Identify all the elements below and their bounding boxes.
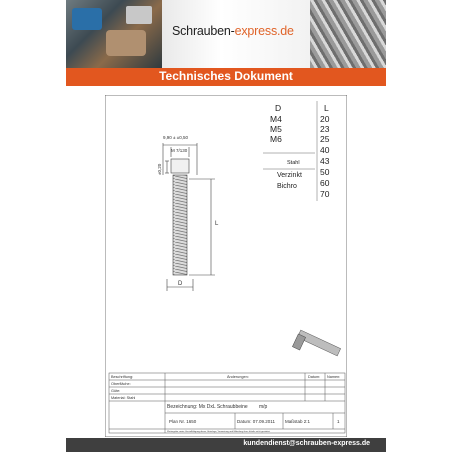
dim-length: L bbox=[215, 221, 219, 227]
l-header: L bbox=[324, 103, 329, 113]
l-value: 25 bbox=[320, 134, 330, 144]
brand-name: Schrauben- bbox=[172, 24, 235, 38]
d-header: D bbox=[275, 103, 282, 113]
title-bar bbox=[66, 68, 386, 86]
header-banner bbox=[66, 0, 386, 68]
designation-suffix: m/p bbox=[259, 404, 268, 410]
d-value: M4 bbox=[270, 114, 282, 124]
designation: Bezeichnung: Mx DxL Schraubbeine bbox=[167, 404, 248, 410]
footer-email[interactable]: kundendienst@schrauben-express.de bbox=[243, 440, 370, 447]
material-label: Stahl bbox=[287, 160, 300, 166]
brand-logo[interactable] bbox=[172, 24, 294, 38]
row-label: Güte: bbox=[111, 389, 121, 393]
l-value: 70 bbox=[320, 189, 330, 199]
l-value: 23 bbox=[320, 124, 330, 134]
row-label: Material: Stahl bbox=[111, 396, 136, 400]
dim-head-height: ±0,20 bbox=[157, 163, 162, 175]
row-label: Beschriftung: bbox=[111, 375, 134, 379]
finish-label: Verzinkt bbox=[277, 172, 302, 179]
plan-number: Plan Nr. 1650 bbox=[169, 419, 197, 424]
l-value: 60 bbox=[320, 178, 330, 188]
d-value: M5 bbox=[270, 124, 282, 134]
dim-thread: M 7/130 bbox=[171, 148, 188, 153]
legal-note: Weitergabe sowie Vervielfältigung dieser Unterlage, Verwertung und Mitteilung ihres Inhalts nicht gestattet. bbox=[167, 431, 271, 433]
document-title: Technisches Dokument bbox=[159, 69, 293, 83]
screws-photo bbox=[310, 0, 386, 68]
sheet-number: 1 bbox=[337, 419, 340, 424]
l-value: 50 bbox=[320, 167, 330, 177]
drawing-date: Datum: 07.09.2011 bbox=[237, 419, 275, 424]
brand-name-accent: express.de bbox=[234, 24, 294, 38]
workshop-photo bbox=[66, 0, 162, 68]
d-value: M6 bbox=[270, 134, 282, 144]
bolt-shaft bbox=[173, 175, 187, 275]
l-value: 20 bbox=[320, 114, 330, 124]
l-value: 43 bbox=[320, 156, 330, 166]
col-header: Datum: bbox=[308, 375, 321, 379]
dim-top-width: 9,90 ± ±0,50 bbox=[163, 135, 188, 140]
row-label: Oberfläche: bbox=[111, 382, 131, 386]
technical-drawing bbox=[105, 95, 347, 437]
col-header: Namen: bbox=[327, 375, 341, 379]
finish-label: Bichro bbox=[277, 183, 297, 190]
drawing-frame bbox=[105, 95, 347, 437]
dim-diameter: D bbox=[178, 281, 183, 287]
drawing-scale: Maßstab 2:1 bbox=[285, 419, 311, 424]
col-header: Änderungen: bbox=[227, 375, 249, 379]
l-value: 40 bbox=[320, 145, 330, 155]
footer-bar bbox=[66, 438, 386, 452]
